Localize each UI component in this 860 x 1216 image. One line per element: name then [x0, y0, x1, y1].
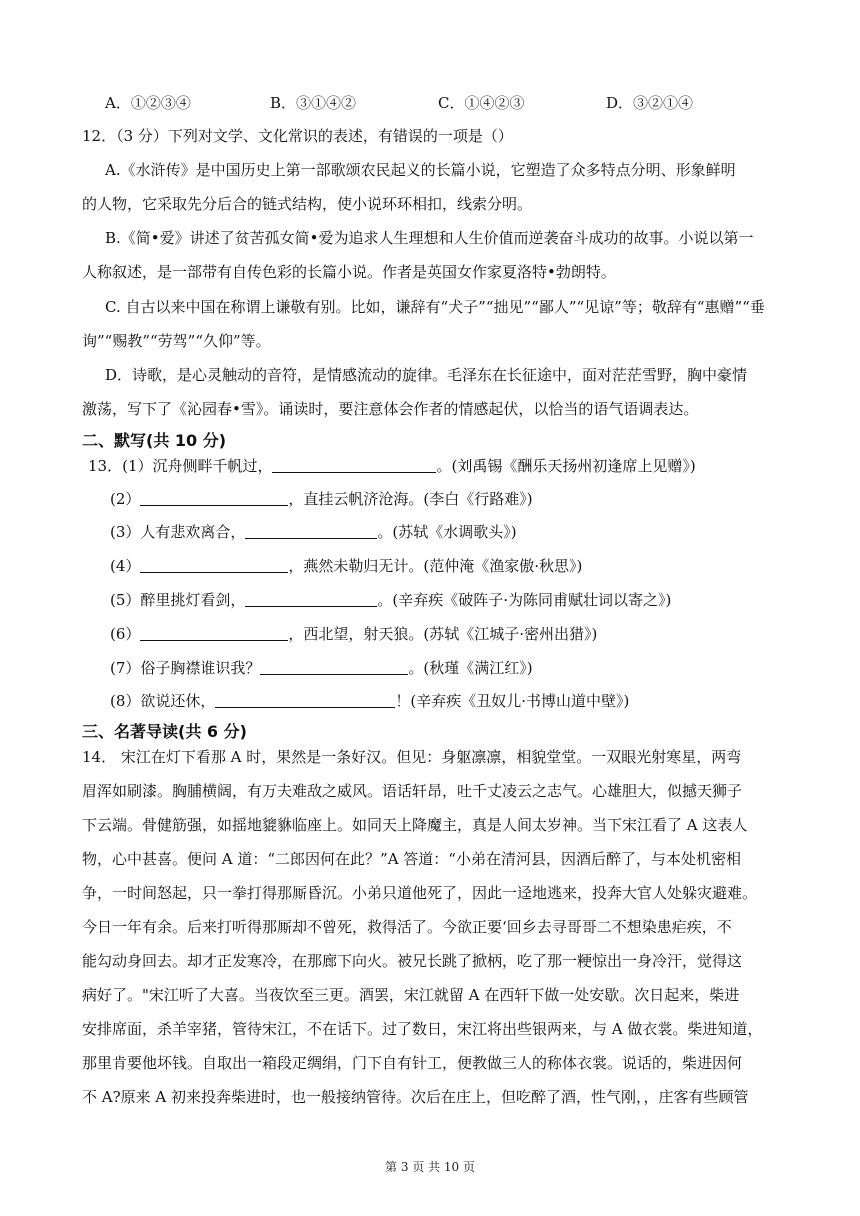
- answer-blank[interactable]: [140, 558, 288, 573]
- dictation-item-7: (7）俗子胸襟谁识我？ 。(秋瑾《满江红》): [110, 659, 533, 677]
- answer-blank[interactable]: [245, 524, 377, 539]
- option-c: C．①④②③: [438, 94, 525, 112]
- passage-line-8: 病好了。"宋江听了大喜。当夜饮至三更。酒罢，宋江就留 A 在西轩下做一处安歇。次日起来，柴进: [82, 986, 740, 1004]
- passage-line-7: 能勾动身回去。却才正发寒冷，在那廊下向火。被兄长跳了掀柄，吃了那一粳惊出一身冷汗，觉得这: [82, 952, 743, 970]
- passage-line-9: 安排席面，杀羊宰猪，管待宋江，不在话下。过了数日，宋江将出些银两来，与 A 做衣裳。柴进知道，: [82, 1020, 763, 1038]
- section-3-title: 三、名著导读(共 6 分): [82, 722, 247, 741]
- q12-option-d-line1: D．诗歌，是心灵触动的音符，是情感流动的旋律。毛泽东在长征途中，面对茫茫雪野，胸中豪情: [105, 366, 748, 384]
- dictation-item-1: 13．(1）沉舟侧畔千帆过， 。(刘禹锡《酬乐天扬州初逢席上见赠》): [88, 457, 696, 475]
- q12-option-a-line1: A.《水浒传》是中国历史上第一部歌颂农民起义的长篇小说，它塑造了众多特点分明、形象鲜明: [105, 161, 736, 179]
- dictation-item-6: (6） ，西北望，射天狼。(苏轼《江城子·密州出猎》): [110, 625, 598, 643]
- passage-line-2: 眉浑如刷漆。胸脯横阔，有万夫难敌之威风。语话轩昂，吐千丈凌云之志气。心雄胆大，似撼天狮子: [82, 782, 743, 800]
- q12-option-c-line2: 询”“赐教”“劳驾”“久仰”等。: [82, 332, 271, 350]
- answer-blank[interactable]: [272, 458, 436, 473]
- answer-blank[interactable]: [245, 592, 377, 607]
- answer-blank[interactable]: [140, 491, 288, 506]
- dictation-item-3: (3）人有悲欢离合， 。(苏轼《水调歌头》): [110, 523, 517, 541]
- q12-option-d-line2: 激荡，写下了《沁园春•雪》。诵读时，要注意体会作者的情感起伏，以恰当的语气语调表达。: [82, 400, 699, 418]
- dictation-item-2: (2） ，直挂云帆济沧海。(李白《行路难》): [110, 490, 533, 508]
- dictation-item-8: (8）欲说还休， ！(辛弃疾《丑奴儿·书博山道中壁》): [110, 692, 630, 710]
- q12-option-a-line2: 的人物，它采取先分后合的链式结构，使小说环环相扣，线索分明。: [82, 195, 533, 213]
- passage-line-10: 那里肯要他坏钱。自取出一箱段疋绸绢，门下自有针工，便教做三人的称体衣裳。说话的，柴进因何: [82, 1054, 743, 1072]
- dictation-item-4: (4） ，燕然未勒归无计。(范仲淹《渔家傲·秋思》): [110, 557, 583, 575]
- passage-line-1: 14． 宋江在灯下看那 A 时，果然是一条好汉。但见：身躯凛凛，相貌堂堂。一双眼光射寒星，两弯: [82, 748, 742, 766]
- passage-line-6: 今日一年有余。后来打听得那厮却不曾死，救得活了。今欲正要‘回乡去寻哥哥二不想染患疟疾，不: [82, 918, 732, 936]
- answer-blank[interactable]: [260, 660, 408, 675]
- passage-line-3: 下云端。骨健筋强，如摇地貔貅临座上。如同天上降魔主，真是人间太岁神。当下宋江看了 A 这表人: [82, 816, 748, 834]
- q12-option-b-line2: 人称叙述，是一部带有自传色彩的长篇小说。作者是英国女作家夏洛特•勃朗特。: [82, 263, 616, 281]
- q12-stem: 12．（3 分）下列对文学、文化常识的表述，有错误的一项是（）: [82, 127, 513, 145]
- option-a: A．①②③④: [105, 94, 191, 112]
- option-b: B．③①④②: [270, 94, 357, 112]
- q12-option-b-line1: B.《简•爱》讲述了贫苦孤女简•爱为追求人生理想和人生价值而逆袭奋斗成功的故事。小说以第一: [105, 229, 754, 247]
- answer-blank[interactable]: [215, 693, 395, 708]
- q12-option-c-line1: C. 自古以来中国在称谓上谦敬有别。比如，谦辞有“犬子”“拙见”“鄙人”“见谅”等；敬辞有“惠赠”“垂: [105, 298, 765, 316]
- answer-blank[interactable]: [140, 626, 288, 641]
- dictation-item-5: (5）醉里挑灯看剑， 。(辛弃疾《破阵子·为陈同甫赋壮词以寄之》): [110, 591, 672, 609]
- section-2-title: 二、默写(共 10 分): [82, 431, 227, 450]
- passage-line-5: 争，一时间怒起，只一拳打得那厮昏沉。小弟只道他死了，因此一迳地逃来，投奔大官人处躲灾避难。: [82, 884, 758, 902]
- passage-line-4: 物，心中甚喜。便问 A 道：“二郎因何在此？”A 答道：“小弟在清河县，因酒后醉了，与本处机密相: [82, 850, 741, 868]
- passage-line-11: 不 A?原来 A 初来投奔柴进时，也一般接纳管待。次后在庄上，但吃醉了酒，性气刚，，庄客有些顾管: [82, 1088, 749, 1106]
- page-number: 第 3 页 共 10 页: [385, 1160, 475, 1174]
- option-d: D．③②①④: [606, 94, 694, 112]
